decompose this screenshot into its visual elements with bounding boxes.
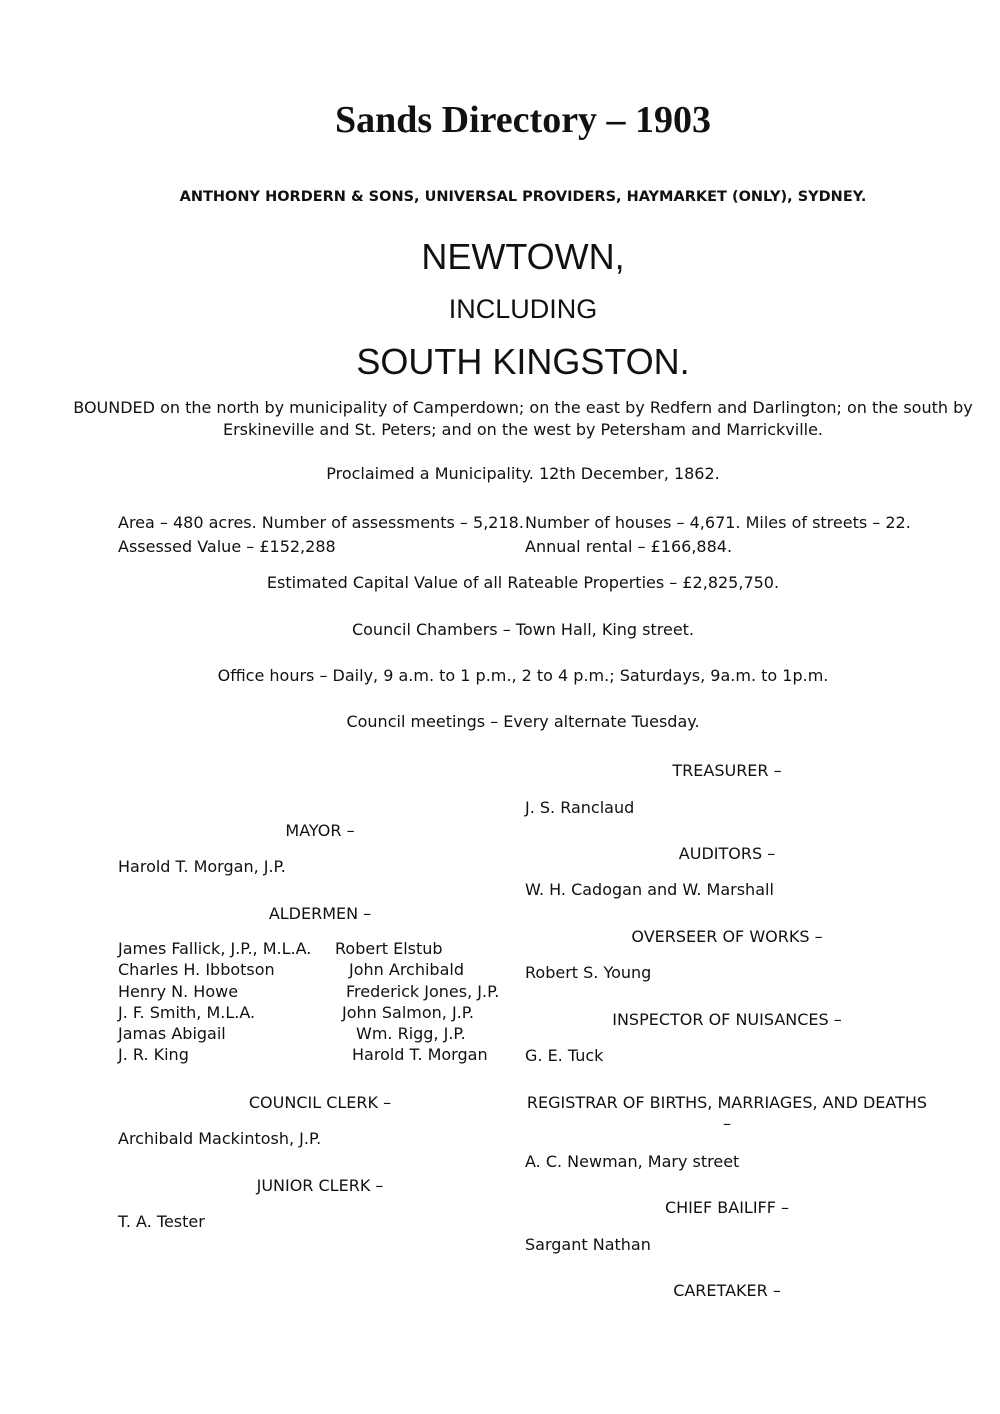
treasurer-heading: TREASURER – [672, 761, 782, 780]
registrar-name: A. C. Newman, Mary street [525, 1152, 740, 1171]
treasurer-name: J. S. Ranclaud [525, 798, 635, 817]
junior-clerk-heading: JUNIOR CLERK – [256, 1176, 384, 1195]
chambers-line: Council Chambers – Town Hall, King street. [351, 620, 695, 639]
alderman-name: Jamas Abigail [118, 1024, 226, 1044]
proclaimed-line: Proclaimed a Municipality. 12th December, 1862. [326, 464, 720, 483]
aldermen-heading: ALDERMEN – [268, 904, 372, 923]
alderman-name: James Fallick, J.P., M.L.A. [118, 939, 312, 958]
stat-area: Area – 480 acres. Number of assessments – 5,218. [118, 513, 524, 532]
inspector-name: G. E. Tuck [525, 1046, 604, 1065]
mayor-name: Harold T. Morgan, J.P. [118, 857, 286, 876]
auditors-names: W. H. Cadogan and W. Marshall [525, 880, 774, 899]
including-heading: INCLUDING [448, 294, 598, 324]
council-clerk-heading: COUNCIL CLERK – [248, 1093, 392, 1112]
stat-houses: Number of houses – 4,671. Miles of streets – 22. [525, 513, 911, 532]
alderman-name: Frederick Jones, J.P. [346, 981, 500, 1001]
caretaker-heading: CARETAKER – [673, 1281, 781, 1300]
registrar-heading: REGISTRAR OF BIRTHS, MARRIAGES, AND DEATHS [526, 1093, 928, 1112]
stat-assessed: Assessed Value – £152,288 [118, 537, 336, 556]
alderman-name: John Archibald [349, 960, 464, 980]
meetings-line: Council meetings – Every alternate Tuesday. [346, 712, 700, 731]
overseer-heading: OVERSEER OF WORKS – [631, 927, 823, 946]
mayor-heading: MAYOR – [285, 821, 355, 840]
alderman-name: John Salmon, J.P. [342, 1002, 475, 1022]
alderman-name: Harold T. Morgan [352, 1045, 488, 1065]
bailiff-name: Sargant Nathan [525, 1235, 651, 1254]
advert-banner: ANTHONY HORDERN & SONS, UNIVERSAL PROVIDERS, HAYMARKET (ONLY), SYDNEY. [179, 189, 867, 205]
stat-rental: Annual rental – £166,884. [525, 537, 733, 556]
suburb-heading: NEWTOWN, [421, 236, 625, 277]
alderman-name: J. R. King [118, 1045, 189, 1065]
junior-clerk-name: T. A. Tester [118, 1212, 205, 1231]
capital-value-line: Estimated Capital Value of all Rateable Properties – £2,825,750. [266, 573, 780, 592]
page-title: Sands Directory – 1903 [334, 99, 712, 141]
overseer-name: Robert S. Young [525, 963, 652, 982]
office-hours-line: Office hours – Daily, 9 a.m. to 1 p.m., 2 to 4 p.m.; Saturdays, 9a.m. to 1p.m. [217, 666, 829, 685]
alderman-name: J. F. Smith, M.L.A. [118, 1002, 256, 1022]
alderman-name: Wm. Rigg, J.P. [356, 1024, 466, 1044]
alderman-name: Robert Elstub [335, 939, 443, 958]
bailiff-heading: CHIEF BAILIFF – [664, 1198, 790, 1217]
sub-suburb-heading: SOUTH KINGSTON. [356, 341, 690, 382]
alderman-name: Charles H. Ibbotson [118, 960, 275, 980]
alderman-name: Henry N. Howe [118, 981, 239, 1001]
inspector-heading: INSPECTOR OF NUISANCES – [612, 1010, 842, 1029]
boundary-paragraph: BOUNDED on the north by municipality of Camperdown; on the east by Redfern and Darlington; on the south by Erskineville and St. Peters; and on the west by Petersham and Marrickville. [73, 398, 973, 439]
auditors-heading: AUDITORS – [678, 844, 776, 863]
registrar-dash: – [723, 1114, 731, 1133]
council-clerk-name: Archibald Mackintosh, J.P. [118, 1129, 322, 1148]
